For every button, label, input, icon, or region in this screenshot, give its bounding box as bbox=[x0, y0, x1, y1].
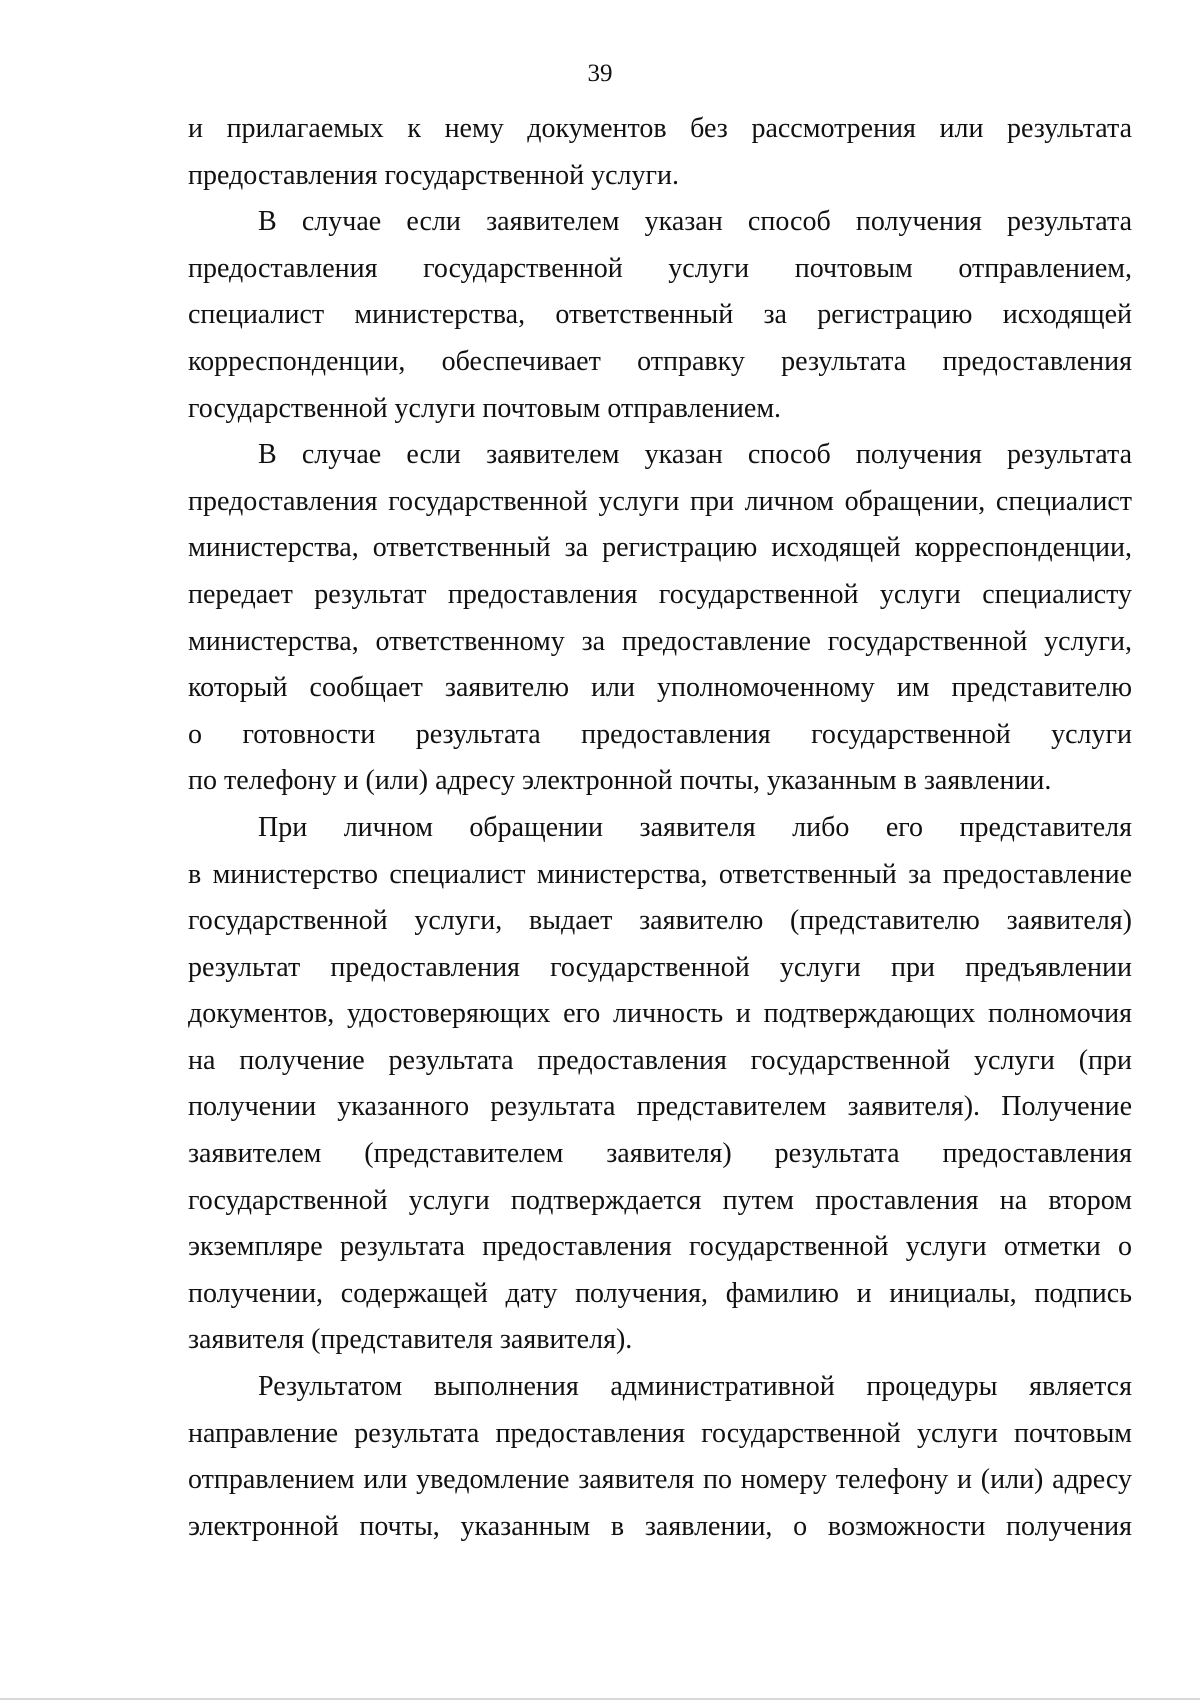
text-line: о готовности результата предоставления государственной услуги bbox=[188, 718, 1132, 750]
text-line: специалист министерства, ответственный за регистрацию исходящей bbox=[188, 299, 1132, 331]
text-line: При личном обращении заявителя либо его представителя bbox=[258, 811, 1132, 843]
text-line: и прилагаемых к нему документов без рассмотрения или результата bbox=[188, 113, 1132, 144]
text-line: который сообщает заявителю или уполномоченному им представителю bbox=[188, 672, 1132, 704]
text-line: заявителя (представителя заявителя). bbox=[188, 1324, 633, 1356]
text-line: передает результат предоставления государственной услуги специалисту bbox=[188, 578, 1132, 610]
text-line: министерства, ответственный за регистрацию исходящей корреспонденции, bbox=[188, 532, 1132, 564]
text-line: государственной услуги подтверждается путем проставления на втором bbox=[188, 1184, 1132, 1216]
text-line: заявителем (представителем заявителя) результата предоставления bbox=[188, 1138, 1132, 1170]
text-line: экземпляре результата предоставления государственной услуги отметки о bbox=[188, 1231, 1132, 1263]
text-line: результат предоставления государственной услуги при предъявлении bbox=[188, 951, 1132, 983]
text-line: предоставления государственной услуги при личном обращении, специалист bbox=[188, 485, 1132, 517]
text-line: отправлением или уведомление заявителя по номеру телефону и (или) адресу bbox=[188, 1464, 1132, 1496]
text-line: В случае если заявителем указан способ получения результата bbox=[258, 439, 1132, 471]
text-line: получении указанного результата представителем заявителя). Получение bbox=[188, 1091, 1132, 1123]
text-line: корреспонденции, обеспечивает отправку результата предоставления bbox=[188, 345, 1132, 377]
text-line: предоставления государственной услуги. bbox=[188, 159, 679, 191]
text-line: направление результата предоставления государственной услуги почтовым bbox=[188, 1417, 1132, 1449]
text-line: документов, удостоверяющих его личность и подтверждающих полномочия bbox=[188, 998, 1132, 1030]
text-line: по телефону и (или) адресу электронной почты, указанным в заявлении. bbox=[188, 765, 1052, 797]
text-line: на получение результата предоставления государственной услуги (при bbox=[188, 1044, 1132, 1076]
document-body bbox=[188, 106, 1132, 1550]
text-line: государственной услуги почтовым отправлением. bbox=[188, 392, 782, 424]
text-line: Результатом выполнения административной процедуры является bbox=[258, 1371, 1132, 1403]
text-line: в министерство специалист министерства, ответственный за предоставление bbox=[188, 858, 1132, 890]
paragraph-5 bbox=[188, 1364, 1132, 1550]
text-line: В случае если заявителем указан способ получения результата bbox=[258, 206, 1132, 238]
paragraph-1 bbox=[188, 106, 1132, 199]
paragraph-3 bbox=[188, 432, 1132, 805]
page-number: 39 bbox=[587, 60, 613, 87]
text-line: электронной почты, указанным в заявлении, о возможности получения bbox=[188, 1510, 1132, 1542]
text-line: министерства, ответственному за предоставление государственной услуги, bbox=[188, 625, 1132, 657]
text-line: предоставления государственной услуги почтовым отправлением, bbox=[188, 252, 1132, 284]
text-line: государственной услуги, выдает заявителю (представителю заявителя) bbox=[188, 905, 1132, 937]
paragraph-2 bbox=[188, 199, 1132, 432]
paragraph-4 bbox=[188, 805, 1132, 1364]
text-line: получении, содержащей дату получения, фамилию и инициалы, подпись bbox=[188, 1277, 1132, 1309]
